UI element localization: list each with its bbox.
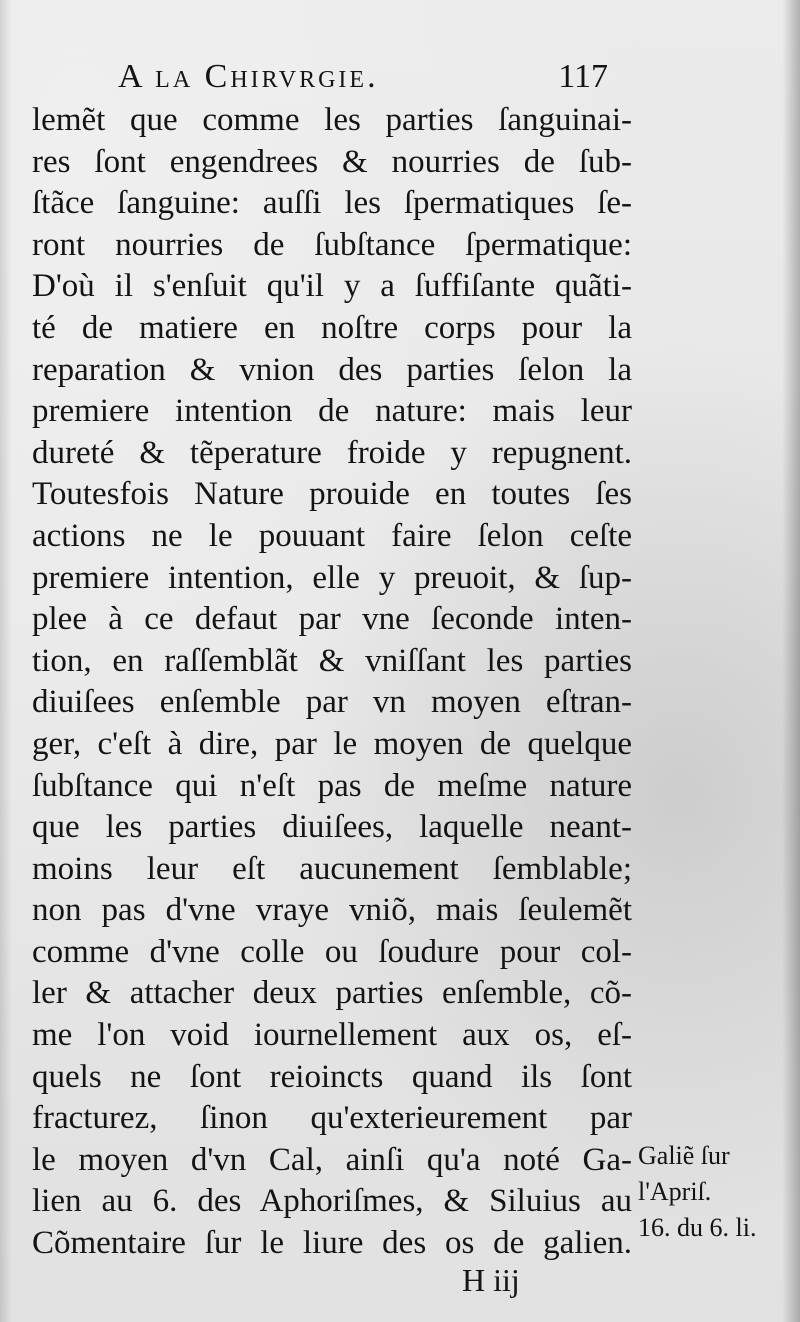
text-line: quels ne ſont reioincts quand ils ſont: [32, 1058, 632, 1095]
text-line: plee à ce defaut par vne ſeconde inten-: [32, 601, 632, 638]
margin-note: [638, 1138, 780, 1246]
text-line: Toutesfois Nature prouide en toutes ſes: [32, 476, 632, 513]
text-line: ſubſtance qui n'eſt pas de meſme nature: [32, 767, 632, 804]
margin-note-line: l'Apriſ.: [638, 1177, 712, 1206]
text-line: lemẽt que comme les parties ſanguinai-: [32, 102, 632, 138]
text-line: moins leur eſt aucunement ſemblable;: [32, 850, 632, 887]
text-line: reparation & vnion des parties ſelon la: [32, 351, 632, 388]
text-line: premiere intention, elle y preuoit, & ſup-: [32, 559, 632, 596]
text-line: actions ne le pouuant faire ſelon ceſte: [32, 517, 632, 554]
text-line: fracturez, ſinon qu'exterieurement par: [32, 1100, 632, 1137]
text-line: ger, c'eſt à dire, par le moyen de quelque: [32, 725, 632, 762]
text-line: comme d'vne colle ou ſoudure pour col-: [32, 933, 632, 970]
body-text: [32, 100, 632, 1265]
text-line: té de matiere en noſtre corps pour la: [32, 309, 632, 346]
text-line: tion, en raſſemblãt & vniſſant les parties: [32, 642, 632, 679]
text-line: non pas d'vne vraye vniõ, mais ſeulemẽt: [32, 892, 632, 929]
text-line: le moyen d'vn Cal, ainſi qu'a noté Ga-: [32, 1141, 632, 1178]
running-head: [118, 58, 608, 98]
text-line: ler & attacher deux parties enſemble, cõ-: [32, 975, 632, 1012]
text-line: D'où il s'enſuit qu'il y a ſuffiſante quãti-: [32, 268, 632, 305]
text-line: Cõmentaire ſur le liure des os de galien.: [32, 1225, 632, 1262]
text-line: dureté & tẽperature froide y repugnent.: [32, 434, 632, 471]
margin-note-line: 16. du 6. li.: [638, 1213, 757, 1242]
signature-mark: H iij: [462, 1262, 520, 1298]
text-line: me l'on void iournellement aux os, eſ-: [32, 1017, 632, 1054]
text-line: premiere intention de nature: mais leur: [32, 393, 632, 430]
page-number: 117: [558, 58, 608, 95]
text-line: res ſont engendrees & nourries de ſub-: [32, 143, 632, 180]
running-title: A la Chirvrgie.: [118, 58, 379, 95]
text-line: que les parties diuiſees, laquelle neant-: [32, 809, 632, 846]
text-line: ront nourries de ſubſtance ſpermatique:: [32, 226, 632, 263]
text-line: diuiſees enſemble par vn moyen eſtran-: [32, 684, 632, 721]
text-line: lien au 6. des Aphoriſmes, & Siluius au: [32, 1183, 632, 1220]
text-line: ſtãce ſanguine: auſſi les ſpermatiques ſe-: [32, 185, 632, 222]
margin-note-line: Galiẽ ſur: [638, 1141, 730, 1170]
